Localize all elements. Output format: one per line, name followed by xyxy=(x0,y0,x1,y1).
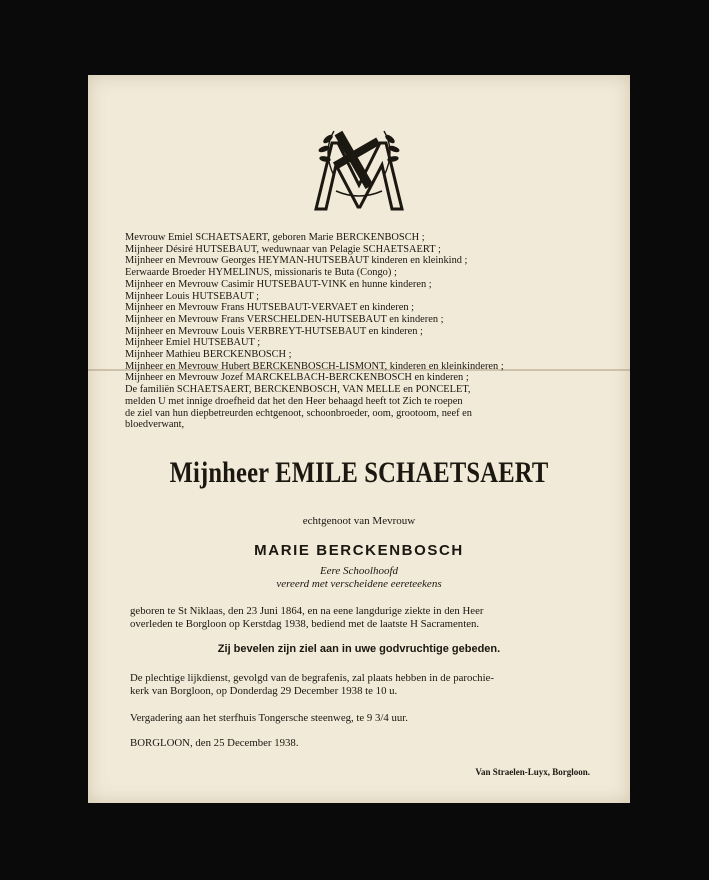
death-line: overleden te Borgloon op Kerstdag 1938, bediend met de laatste H Sacramenten. xyxy=(130,617,480,630)
funeral-service-paragraph xyxy=(130,672,600,697)
family-line: Eerwaarde Broeder HYMELINUS, missionaris te Buta (Congo) ; xyxy=(125,267,397,279)
monogram-emblem-icon xyxy=(304,121,414,216)
prayer-request: Zij bevelen zijn ziel aan in uwe godvruchtige gebeden. xyxy=(217,643,501,655)
meeting-line: Vergadering aan het sterfhuis Tongersche steenweg, te 9 3/4 uur. xyxy=(130,712,408,724)
place-date: BORGLOON, den 25 December 1938. xyxy=(130,737,299,749)
announcement-line: bloedverwant, xyxy=(125,419,185,431)
spouse-title: Eere Schoolhoofd xyxy=(319,565,399,577)
birth-line: geboren te St Niklaas, den 23 Juni 1864, en na eene langdurige ziekte in den Heer xyxy=(130,605,484,617)
spouse-label: echtgenoot van Mevrouw xyxy=(302,515,416,527)
family-line: Mijnheer Louis HUTSEBAUT ; xyxy=(125,290,260,302)
family-line: Mijnheer en Mevrouw Frans VERSCHELDEN-HUTSEBAUT en kinderen ; xyxy=(125,313,444,325)
spouse-name: MARIE BERCKENBOSCH xyxy=(254,542,464,559)
family-line: Mevrouw Emiel SCHAETSAERT, geboren Marie BERCKENBOSCH ; xyxy=(125,232,425,243)
family-line: Mijnheer Emiel HUTSEBAUT ; xyxy=(125,337,261,349)
family-list xyxy=(125,232,605,431)
service-line: kerk van Borgloon, op Donderdag 29 December 1938 te 10 u. xyxy=(130,684,398,697)
spouse-honors: vereerd met verscheidene eereteekens xyxy=(276,578,442,590)
service-line: De plechtige lijkdienst, gevolgd van de begrafenis, zal plaats hebben in de parochie- xyxy=(130,672,494,684)
announcement-line: melden U met innige droefheid dat het den Heer behaagd heeft tot Zich te roepen xyxy=(125,395,463,407)
family-line: Mijnheer Désiré HUTSEBAUT, weduwnaar van Pelagie SCHAETSAERT ; xyxy=(125,243,441,255)
family-line: Mijnheer en Mevrouw Louis VERBREYT-HUTSEBAUT en kinderen ; xyxy=(125,325,423,337)
family-line: Mijnheer en Mevrouw Casimir HUTSEBAUT-VINK en hunne kinderen ; xyxy=(125,278,432,290)
printer-credit: Van Straelen-Luyx, Borgloon. xyxy=(475,767,590,777)
death-notice-paper xyxy=(88,75,630,803)
family-line: Mijnheer en Mevrouw Hubert BERCKENBOSCH-LISMONT, kinderen en kleinkinderen ; xyxy=(125,360,504,372)
family-line: Mijnheer en Mevrouw Frans HUTSEBAUT-VERVAET en kinderen ; xyxy=(125,302,415,314)
family-line: Mijnheer en Mevrouw Jozef MARCKELBACH-BERCKENBOSCH en kinderen ; xyxy=(125,372,469,384)
family-line: Mijnheer en Mevrouw Georges HEYMAN-HUTSEBAUT kinderen en kleinkind ; xyxy=(125,255,468,267)
family-line: Mijnheer Mathieu BERCKENBOSCH ; xyxy=(125,349,292,361)
family-line: De familiën SCHAETSAERT, BERCKENBOSCH, VAN MELLE en PONCELET, xyxy=(125,384,471,396)
deceased-name: Mijnheer EMILE SCHAETSAERT xyxy=(169,456,549,489)
announcement-line: de ziel van hun diepbetreurden echtgenoot, schoonbroeder, oom, grootoom, neef en xyxy=(125,407,472,419)
birth-death-paragraph xyxy=(130,605,600,630)
